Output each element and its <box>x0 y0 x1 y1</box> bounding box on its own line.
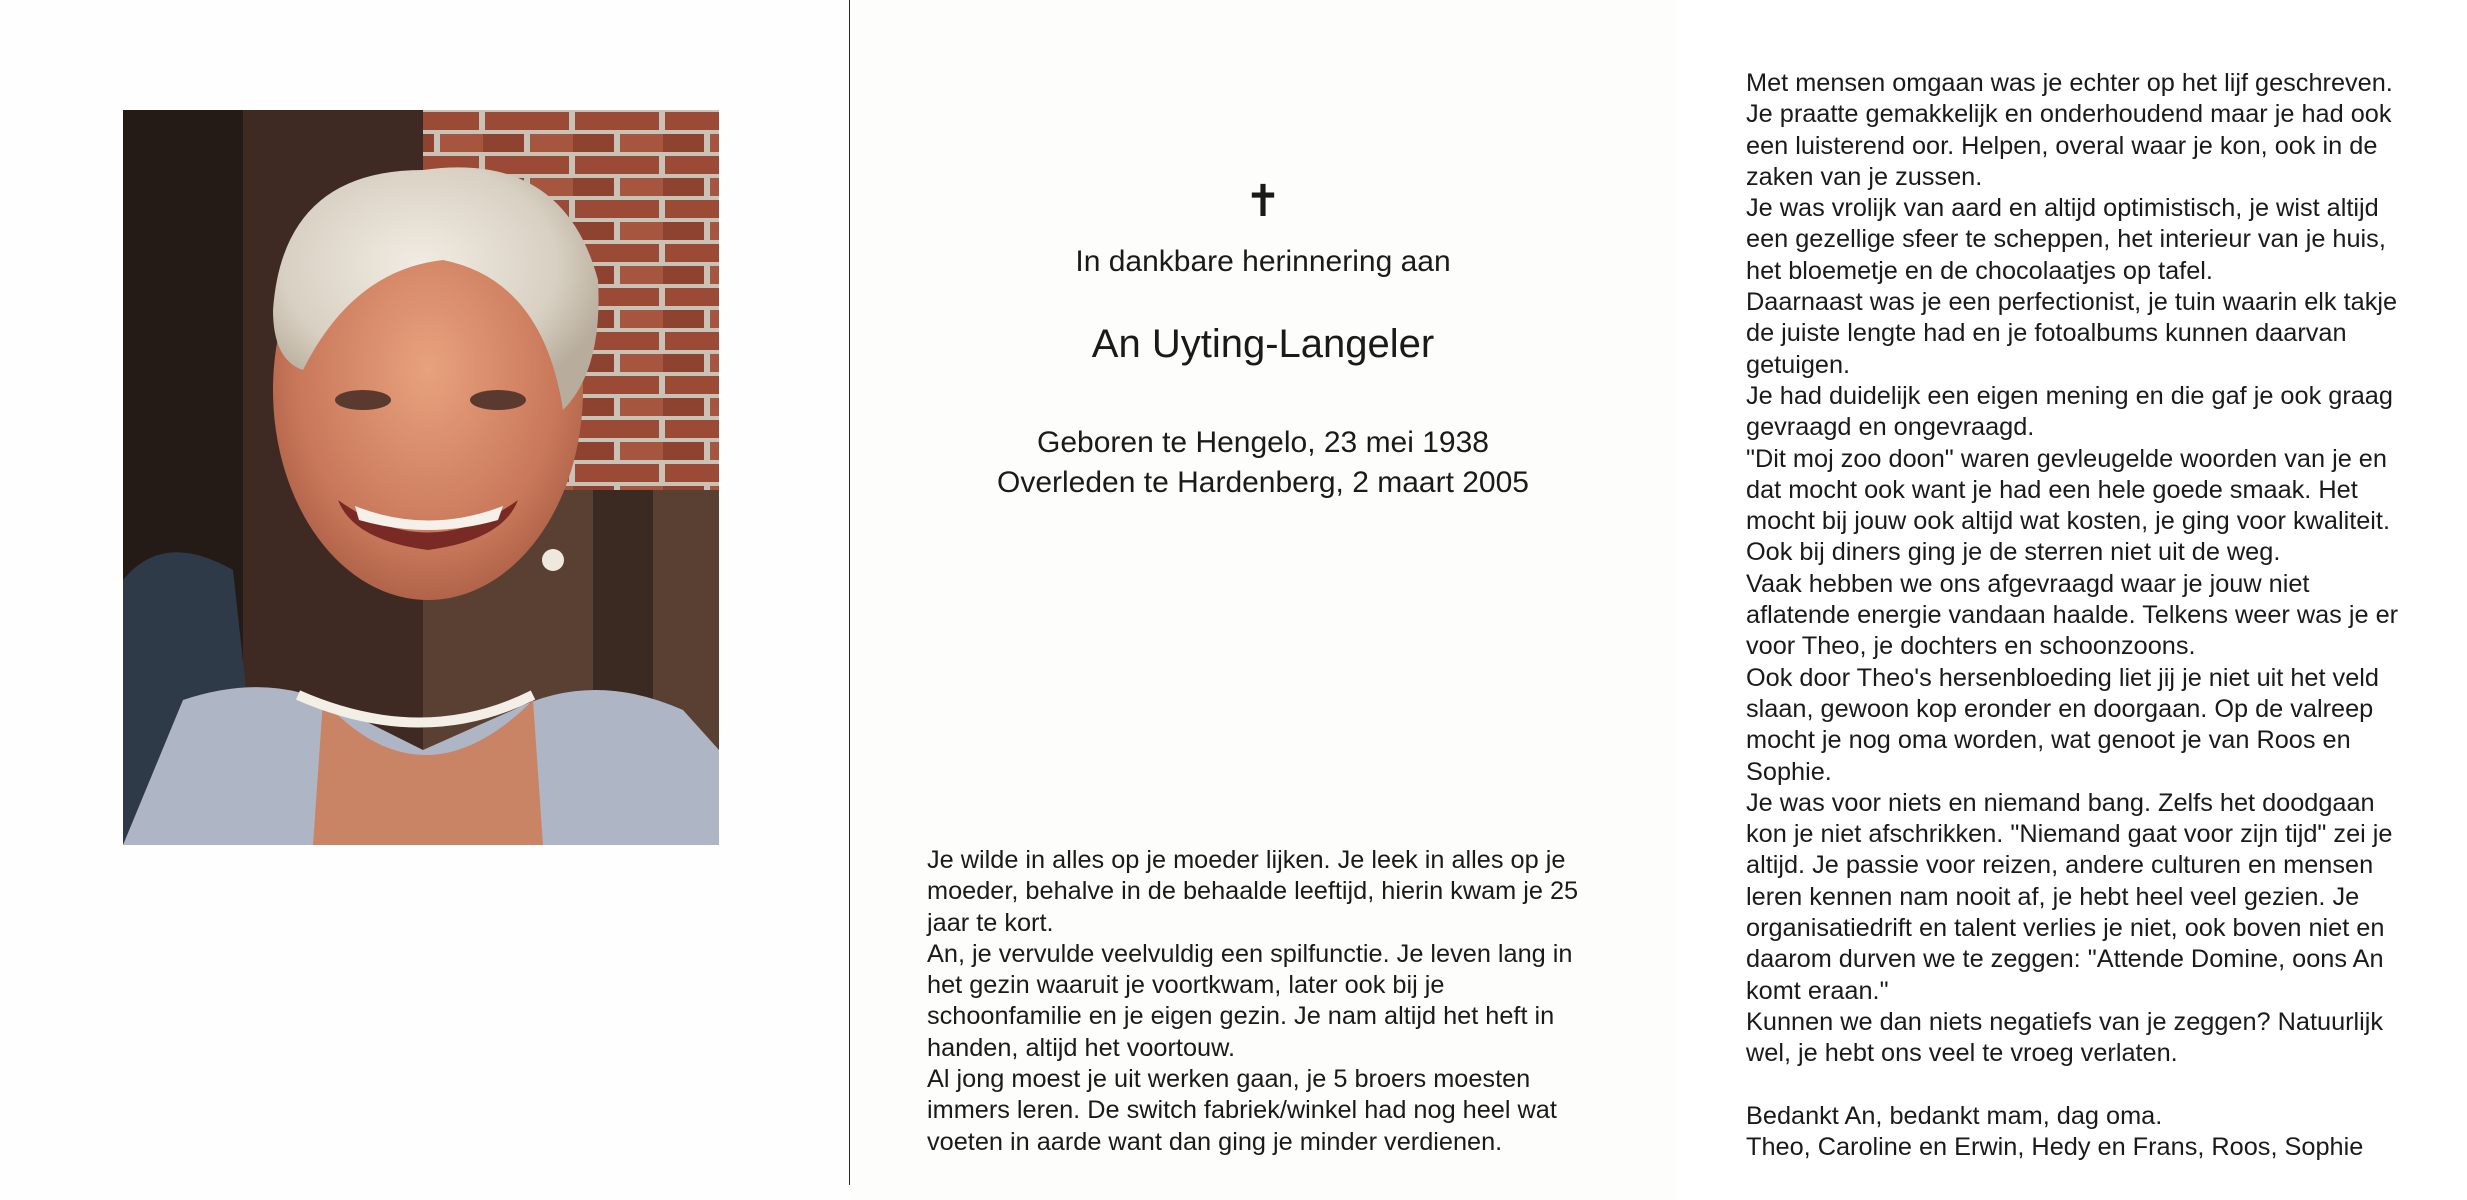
middle-panel <box>850 0 1676 1200</box>
text-line: Daarnaast was je een perfectionist, je tuin waarin elk takje <box>1746 288 2398 317</box>
text-line: slaan, gewoon kop eronder en doorgaan. Op de valreep <box>1746 694 2374 723</box>
text-line: organisatiedrift en talent verlies je niet, ook boven niet en <box>1746 914 2385 943</box>
text-line: An, je vervulde veelvuldig een spilfunctie. Je leven lang in <box>927 939 1573 968</box>
text-line: getuigen. <box>1746 350 1851 379</box>
text-line: Kunnen we dan niets negatiefs van je zeggen? Natuurlijk <box>1746 1007 2384 1036</box>
text-line: voor Theo, je dochters en schoonzoons. <box>1746 632 2196 661</box>
text-line: Je was voor niets en niemand bang. Zelfs het doodgaan <box>1746 788 2375 817</box>
text-line: Je praatte gemakkelijk en onderhoudend maar je had ook <box>1746 100 2392 129</box>
text-line: immers leren. De switch fabriek/winkel had nog heel wat <box>927 1096 1557 1125</box>
text-line: Vaak hebben we ons afgevraagd waar je jouw niet <box>1746 569 2310 598</box>
birth-line: Geboren te Hengelo, 23 mei 1938 <box>1037 426 1489 459</box>
text-line: een gezellige sfeer te scheppen, het interieur van je huis, <box>1746 225 2386 254</box>
text-line: Al jong moest je uit werken gaan, je 5 broers moesten <box>927 1065 1531 1094</box>
text-line: de juiste lengte had en je fotoalbums kunnen daarvan <box>1746 319 2347 348</box>
text-line: schoonfamilie en je eigen gezin. Je nam altijd het heft in <box>927 1002 1555 1031</box>
text-line: Sophie. <box>1746 757 1832 786</box>
text-line: het bloemetje en de chocolaatjes op tafel. <box>1746 256 2213 285</box>
text-line: leren kennen nam nooit af, je hebt heel veel gezien. Je <box>1746 882 2360 911</box>
text-line: Theo, Caroline en Erwin, Hedy en Frans, Roos, Sophie <box>1746 1133 2364 1162</box>
left-panel <box>0 0 850 1200</box>
text-line: een luisterend oor. Helpen, overal waar je kon, ook in de <box>1746 131 2378 160</box>
text-line: zaken van je zussen. <box>1746 162 1983 191</box>
portrait-photo <box>123 110 719 845</box>
text-line: aflatende energie vandaan haalde. Telkens weer was je er <box>1746 601 2399 630</box>
text-line: mocht je nog oma worden, wat genoot je van Roos en <box>1746 726 2351 755</box>
text-line: Je wilde in alles op je moeder lijken. Je leek in alles op je <box>927 846 1566 874</box>
dedication-text: In dankbare herinnering aan <box>1075 245 1451 278</box>
text-line: kon je niet afschrikken. "Niemand gaat voor zijn tijd" zei je <box>1746 820 2393 849</box>
text-line: handen, altijd het voortouw. <box>927 1033 1235 1062</box>
right-panel <box>1676 0 2467 1200</box>
text-line: Ook door Theo's hersenbloeding liet jij je niet uit het veld <box>1746 663 2379 692</box>
text-line: voeten in aarde want dan ging je minder verdienen. <box>927 1127 1503 1156</box>
text-line: Ook bij diners ging je de sterren niet uit de weg. <box>1746 538 2281 567</box>
right-body-text <box>1746 68 2398 1163</box>
cross-icon: ✝ <box>1244 176 1282 227</box>
text-line: Je was vrolijk van aard en altijd optimistisch, je wist altijd <box>1746 194 2379 223</box>
text-line: gevraagd en ongevraagd. <box>1746 413 2035 442</box>
death-line: Overleden te Hardenberg, 2 maart 2005 <box>997 466 1529 499</box>
portrait-image <box>123 110 719 845</box>
text-line: Je had duidelijk een eigen mening en die gaf je ook graag <box>1746 381 2393 410</box>
text-line: altijd. Je passie voor reizen, andere culturen en mensen <box>1746 851 2374 880</box>
middle-body-text <box>927 845 1578 1158</box>
text-line: mocht bij jouw ook altijd wat kosten, je ging voor kwaliteit. <box>1746 507 2390 536</box>
text-line: "Dit moj zoo doon" waren gevleugelde woorden van je en <box>1746 444 2387 473</box>
text-line: moeder, behalve in de behaalde leeftijd, hierin kwam je 25 <box>927 877 1579 906</box>
text-line: Bedankt An, bedankt mam, dag oma. <box>1746 1101 2163 1130</box>
text-line: Met mensen omgaan was je echter op het lijf geschreven. <box>1746 69 2393 97</box>
blank-line <box>1746 1070 2398 1101</box>
text-line: wel, je hebt ons veel te vroeg verlaten. <box>1746 1039 2178 1068</box>
text-line: dat mocht ook want je had een hele goede smaak. Het <box>1746 475 2358 504</box>
text-line: daarom durven we te zeggen: "Attende Domine, oons An <box>1746 945 2384 974</box>
text-line: komt eraan." <box>1746 976 1889 1005</box>
text-line: jaar te kort. <box>927 908 1054 937</box>
text-line: het gezin waaruit je voortkwam, later ook bij je <box>927 971 1445 1000</box>
deceased-name: An Uyting-Langeler <box>1091 322 1435 366</box>
